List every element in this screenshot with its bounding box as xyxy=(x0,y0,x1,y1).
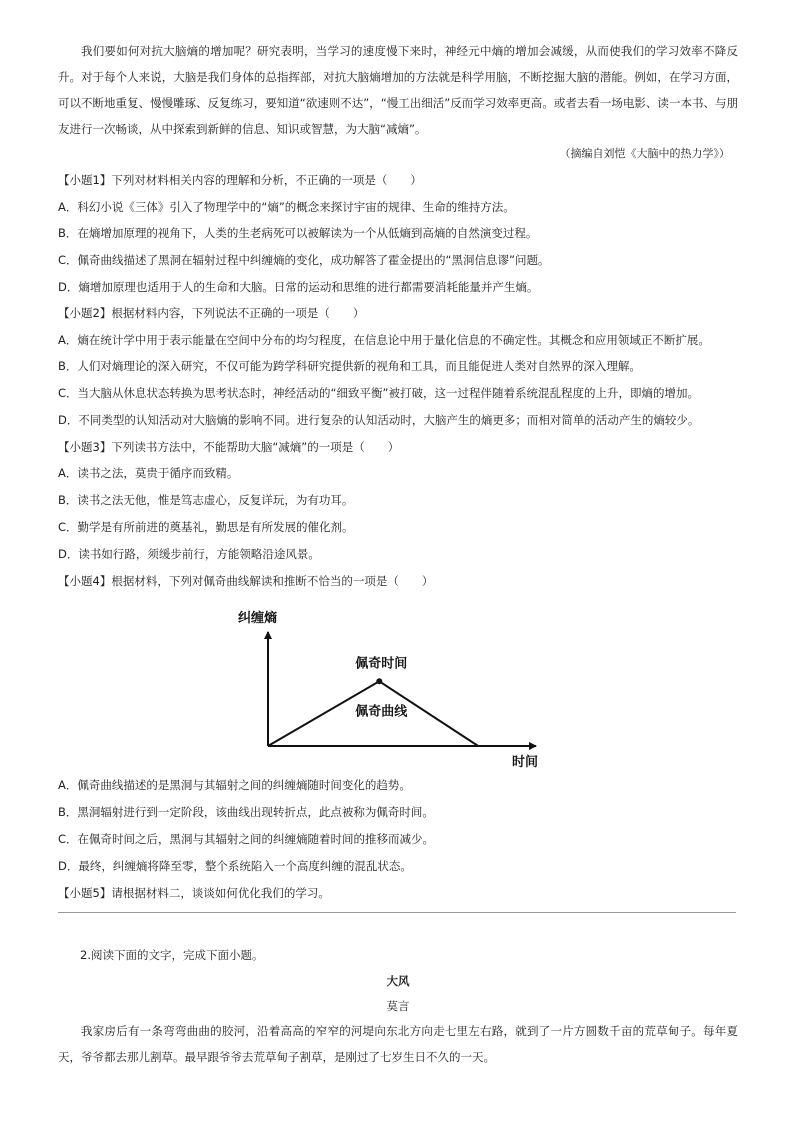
q3-option-d: D．读书如行路，须缓步前行，方能领略沿途风景。 xyxy=(58,547,320,561)
q2-option-a: A．熵在统计学中用于表示能量在空间中分布的均匀程度，在信息论中用于量化信息的不确定性。其概念和应用领域正不断扩展。 xyxy=(58,333,710,347)
x-axis-label: 时间 xyxy=(512,755,539,770)
q3-stem: 【小题3】下列读书方法中，不能帮助大脑“减熵”的一项是（ ） xyxy=(58,440,400,454)
q1-option-c: C．佩奇曲线描述了黑洞在辐射过程中纠缠熵的变化，成功解答了霍金提出的“黑洞信息谬”问题。 xyxy=(58,253,550,267)
q4-option-b: B．黑洞辐射进行到一定阶段，该曲线出现转折点，此点被称为佩奇时间。 xyxy=(58,805,434,819)
q1-stem: 【小题1】下列对材料相关内容的理解和分析，不正确的一项是（ ） xyxy=(58,173,422,187)
q2-option-b: B．人们对熵理论的深入研究，不仅可能为跨学科研究提供新的视角和工具，而且能促进人类对自然界的深入理解。 xyxy=(58,359,641,373)
q3-option-c: C．勤学是有所前进的奠基礼，勤思是有所发展的催化剂。 xyxy=(58,520,354,534)
q1-option-a: A．科幻小说《三体》引入了物理学中的“熵”的概念来探讨宇宙的规律、生命的维持方法。 xyxy=(58,200,515,214)
y-axis-label: 纠缠熵 xyxy=(238,611,278,626)
q2-option-d: D．不同类型的认知活动对大脑熵的影响不同。进行复杂的认知活动时，大脑产生的熵更多；而相对简单的活动产生的熵较少。 xyxy=(58,413,700,427)
q2-stem: 【小题2】根据材料内容，下列说法不正确的一项是（ ） xyxy=(58,306,365,320)
q1-option-b: B．在熵增加原理的视角下，人类的生老病死可以被解读为一个从低熵到高熵的自然演变过程。 xyxy=(58,226,538,240)
intro-paragraph: 我们要如何对抗大脑熵的增加呢？研究表明，当学习的速度慢下来时，神经元中熵的增加会减缓，从而使我们的学习效率不降反升。对于每个人来说，大脑是我们身体的总指挥部，对抗大脑熵增加的方法就是科学用脑，不断挖掘大脑的潜能。例如，在学习方面，可以不断地重复、慢慢雕琢、反复练习，要知道“欲速则不达”，“慢工出细活”反而学习效率更高。或者去看一场电影、读一本书、与朋友进行一次畅谈，从中探索到新鲜的信息、知识或智慧，为大脑“减熵”。 xyxy=(58,44,738,136)
section2-instruction: 2.阅读下面的文字，完成下面小题。 xyxy=(80,948,264,962)
page-curve-svg xyxy=(232,596,584,772)
q5-stem: 【小题5】请根据材料二，谈谈如何优化我们的学习。 xyxy=(58,886,330,900)
page-curve-label: 佩奇曲线 xyxy=(355,704,408,720)
q2-option-c: C．当大脑从休息状态转换为思考状态时，神经活动的“细致平衡”被打破，这一过程伴随着系统混乱程度的上升，即熵的增加。 xyxy=(58,386,699,400)
q3-option-b: B．读书之法无他，惟是笃志虚心，反复详玩，为有功耳。 xyxy=(58,493,354,507)
article-author: 莫言 xyxy=(386,999,410,1013)
section-divider xyxy=(58,912,736,913)
page-time-point xyxy=(376,678,382,684)
q4-option-d: D．最终，纠缠熵将降至零，整个系统陷入一个高度纠缠的混乱状态。 xyxy=(58,859,412,873)
q1-option-d: D．熵增加原理也适用于人的生命和大脑。日常的运动和思维的进行都需要消耗能量并产生熵。 xyxy=(58,280,539,294)
q4-option-a: A．佩奇曲线描述的是黑洞与其辐射之间的纠缠熵随时间变化的趋势。 xyxy=(58,778,411,792)
q3-option-a: A．读书之法，莫贵于循序而致精。 xyxy=(58,466,239,480)
q4-option-c: C．在佩奇时间之后，黑洞与其辐射之间的纠缠熵随着时间的推移而减少。 xyxy=(58,832,435,846)
page-time-label: 佩奇时间 xyxy=(355,656,408,672)
article-paragraph: 我家房后有一条弯弯曲曲的胶河，沿着高高的窄窄的河堤向东北方向走七里左右路，就到了一片方圆数千亩的荒草甸子。每年夏天，爷爷都去那儿割草。最早跟爷爷去荒草甸子割草，是刚过了七岁生日不久的一天。 xyxy=(58,1024,738,1064)
article-title: 大风 xyxy=(386,974,410,988)
page-curve-chart xyxy=(232,596,584,772)
q4-stem: 【小题4】根据材料，下列对佩奇曲线解读和推断不恰当的一项是（ ） xyxy=(58,574,434,588)
source-citation: （摘编自刘恺《大脑中的热力学》） xyxy=(559,147,730,160)
